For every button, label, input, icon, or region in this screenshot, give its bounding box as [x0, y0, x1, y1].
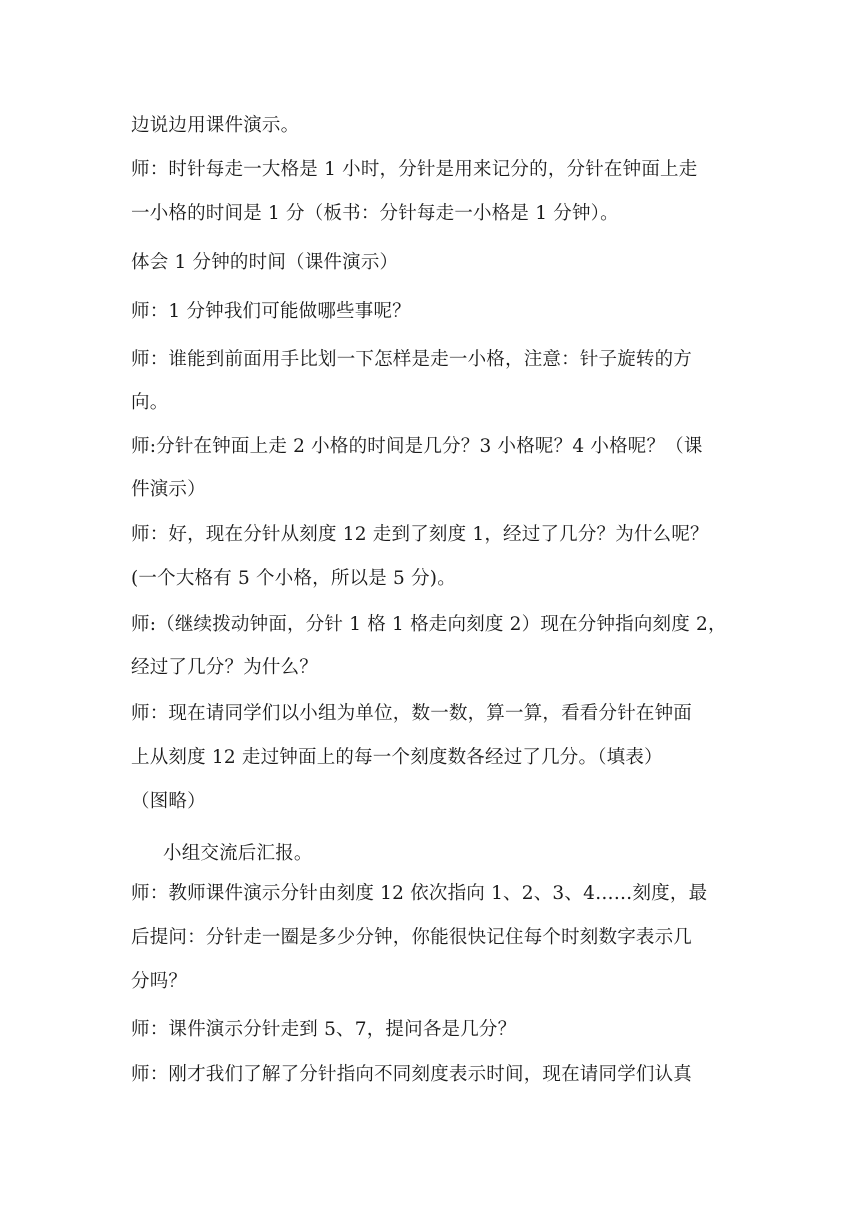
- text-line: 师:分针在钟面上走 2 小格的时间是几分？3 小格呢？4 小格呢？（课: [131, 436, 703, 457]
- text-line: 一小格的时间是 1 分（板书：分针每走一小格是 1 分钟）。: [131, 203, 619, 224]
- text-line: 师：谁能到前面用手比划一下怎样是走一小格，注意：针子旋转的方: [131, 349, 693, 370]
- text-line: 师：教师课件演示分针由刻度 12 依次指向 1、2、3、4……刻度，最: [131, 883, 708, 904]
- text-line: 师：课件演示分针走到 5、7，提问各是几分？: [131, 1019, 517, 1040]
- text-line: 上从刻度 12 走过钟面上的每一个刻度数各经过了几分。（填表）: [131, 747, 663, 768]
- text-line: 师：现在请同学们以小组为单位，数一数，算一算，看看分针在钟面: [131, 703, 693, 724]
- text-line: 经过了几分？为什么？: [131, 657, 319, 678]
- text-line: (一个大格有 5 个小格，所以是 5 分)。: [131, 568, 456, 589]
- text-line: 师：1 分钟我们可能做哪些事呢？: [131, 301, 411, 322]
- text-line: 体会 1 分钟的时间（课件演示）: [131, 252, 399, 273]
- text-line: 小组交流后汇报。: [163, 843, 313, 864]
- text-line: 向。: [131, 392, 169, 413]
- text-line: 后提问：分针走一圈是多少分钟，你能很快记住每个时刻数字表示几: [131, 927, 693, 948]
- text-line: 分吗？: [131, 971, 188, 992]
- text-line: 师：时针每走一大格是 1 小时，分针是用来记分的，分针在钟面上走: [131, 159, 698, 180]
- text-line: 师：刚才我们了解了分针指向不同刻度表示时间，现在请同学们认真: [131, 1064, 693, 1085]
- text-line: 师：好，现在分针从刻度 12 走到了刻度 1，经过了几分？为什么呢？: [131, 524, 709, 545]
- text-line: 边说边用课件演示。: [131, 115, 300, 136]
- figure-omitted-note: （图略）: [131, 791, 206, 812]
- text-line: 件演示）: [131, 479, 206, 500]
- text-line: 师:（继续拨动钟面，分针 1 格 1 格走向刻度 2）现在分钟指向刻度 2，: [131, 614, 727, 635]
